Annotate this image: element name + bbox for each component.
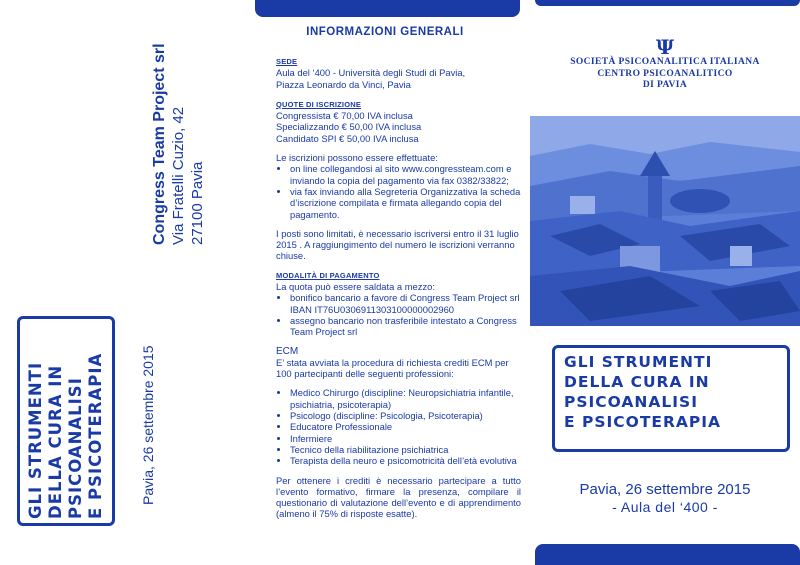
list-item: • bonifico bancario a favore di Congress Team Project srl IBAN IT76U0306911303100000002960	[290, 292, 521, 315]
bottom-tab	[535, 544, 800, 565]
vertical-date: Pavia, 26 settembre 2015	[140, 345, 156, 505]
section-label-ecm: ECM	[276, 345, 299, 357]
list-item: • Educatore Professionale	[290, 421, 521, 432]
sede-line: Aula del ‘400 - Università degli Studi di Pavia,	[276, 67, 466, 79]
list-item: • Terapista della neuro e psicomotricità dell’età evolutiva	[290, 455, 521, 466]
payment-list	[276, 292, 521, 337]
title-line: E PSICOTERAPIA	[86, 352, 105, 519]
title-line: GLI STRUMENTI	[26, 361, 45, 519]
title-line: GLI STRUMENTI	[564, 353, 713, 371]
info-panel	[260, 0, 530, 565]
list-item: • Psicologo (discipline: Psicologia, Psicoterapia)	[290, 410, 521, 421]
cover-panel	[530, 0, 800, 565]
city-address: 27100 Pavia	[189, 161, 206, 245]
section-label-quote: QUOTE DI ISCRIZIONE	[276, 99, 362, 109]
list-item: • Infermiere	[290, 433, 521, 444]
society-line: SOCIETÀ PSICOANALITICA ITALIANA	[570, 57, 760, 67]
seats-note: I posti sono limitati, è necessario iscriversi entro il 31 luglio 2015 . A raggiungimento del numero le iscrizioni verranno chiuse.	[276, 227, 519, 262]
title-line: E PSICOTERAPIA	[564, 413, 722, 431]
section-label-sede: SEDE	[276, 57, 298, 66]
psi-logo-icon: Ψ	[655, 35, 675, 59]
list-item: • on line collegandosi al sito www.congressteam.com e inviando la copia del pagamento via fax 0382/33822;	[290, 163, 521, 186]
list-item: • Medico Chirurgo (discipline: Neuropsichiatria infantile, psichiatria, psicoterapia)	[290, 387, 521, 410]
registration-list	[276, 163, 521, 219]
pavia-rooftops-photo	[530, 116, 800, 326]
company-name: Congress Team Project srl	[151, 43, 168, 245]
society-line: CENTRO PSICOANALITICO	[597, 68, 733, 79]
payment-intro: La quota può essere saldata a mezzo:	[276, 281, 435, 293]
event-date: Pavia, 26 settembre 2015	[579, 481, 751, 498]
society-name	[530, 57, 800, 92]
profession-list	[276, 387, 521, 466]
fee-line: Congressista € 70,00 IVA inclusa	[276, 110, 413, 122]
sede-line: Piazza Leonardo da Vinci, Pavia	[276, 78, 411, 90]
info-heading: INFORMAZIONI GENERALI	[306, 26, 464, 38]
list-item: • Tecnico della riabilitazione psichiatrica	[290, 444, 521, 455]
list-item: • assegno bancario non trasferibile intestato a Congress Team Project srl	[290, 315, 521, 338]
section-label-payment: MODALITÀ DI PAGAMENTO	[276, 270, 380, 280]
info-content	[276, 55, 521, 528]
mailing-address	[150, 43, 207, 245]
event-venue: - Aula del ‘400 -	[612, 499, 718, 515]
fee-line: Specializzando € 50,00 IVA inclusa	[276, 121, 422, 133]
title-line: DELLA CURA IN	[46, 364, 65, 519]
fee-line: Candidato SPI € 50,00 IVA inclusa	[276, 132, 419, 144]
title-line: PSICOANALISI	[66, 377, 85, 519]
title-line: PSICOANALISI	[564, 393, 698, 411]
list-item: • via fax inviando alla Segreteria Organizzativa la scheda d’iscrizione compilata e firmata allegando copia del pagamento.	[290, 186, 521, 220]
vertical-title	[26, 353, 106, 519]
street-address: Via Fratelli Cuzio, 42	[170, 106, 187, 245]
society-line: DI PAVIA	[642, 80, 688, 90]
ecm-note: Per ottenere i crediti è necessario partecipare a tutto l’evento formativo, firmare la presenza, compilare il questionario di valutazione dell’evento e di apprendimento (almeno il 75% di risposte esatte).	[276, 474, 521, 520]
title-line: DELLA CURA IN	[564, 373, 710, 391]
event-title	[564, 352, 794, 432]
ecm-intro: E’ stata avviata la procedura di richiesta crediti ECM per 100 partecipanti delle seguenti professioni:	[276, 356, 509, 380]
back-panel	[0, 0, 260, 565]
registration-intro: Le iscrizioni possono essere effettuate:	[276, 152, 438, 164]
